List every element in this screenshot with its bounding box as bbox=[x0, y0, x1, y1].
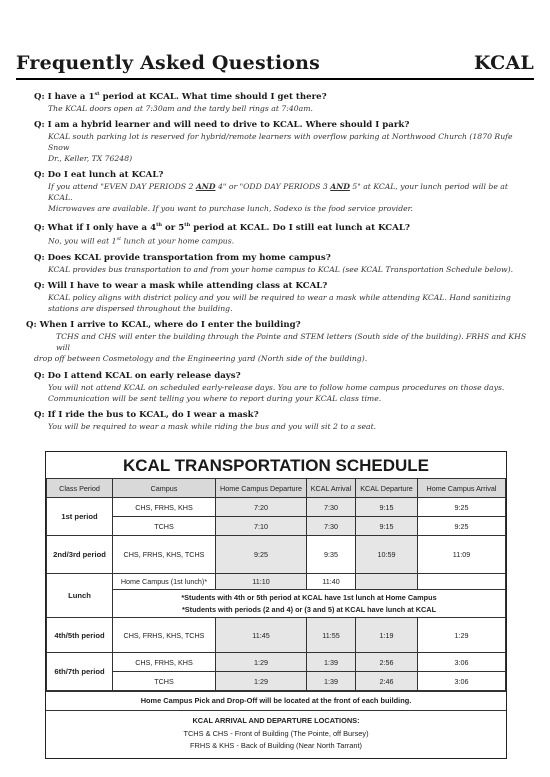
column-header: Campus bbox=[113, 479, 216, 498]
table-row bbox=[47, 590, 506, 618]
time-cell: 1:29 bbox=[216, 653, 307, 672]
time-cell: 9:25 bbox=[418, 517, 506, 536]
faq-answer: No, you will eat 1st lunch at your home campus. bbox=[48, 236, 235, 246]
column-header: KCAL Arrival bbox=[307, 479, 356, 498]
time-cell: 9:25 bbox=[216, 536, 307, 574]
faq-item bbox=[34, 89, 534, 114]
faq-question: Q: If I ride the bus to KCAL, do I wear a mask? bbox=[34, 409, 259, 420]
faq-answer: drop off between Cosmetology and the Engineering yard (North side of the building). bbox=[34, 354, 368, 364]
time-cell: 9:35 bbox=[307, 536, 356, 574]
faq-answer: You will not attend KCAL on scheduled early-release days. You are to follow home campus procedures on those days. bbox=[48, 382, 505, 392]
schedule-footer bbox=[46, 691, 506, 758]
faq-question: Q: I have a 1st period at KCAL. What time should I get there? bbox=[34, 91, 327, 102]
faq-item bbox=[34, 253, 534, 275]
page-header bbox=[16, 44, 534, 80]
faq-item bbox=[34, 220, 534, 246]
location-line: FRHS & KHS - Back of Building (Near North Tarrant) bbox=[190, 741, 362, 750]
time-cell: 11:55 bbox=[307, 618, 356, 653]
time-cell: 1:39 bbox=[307, 653, 356, 672]
faq-answer: TCHS and CHS will enter the building through the Pointe and STEM letters (South side of the building). FRHS and KHS will bbox=[56, 332, 527, 353]
faq-item bbox=[34, 410, 534, 432]
faq-item bbox=[34, 120, 534, 164]
time-cell: 3:06 bbox=[418, 653, 506, 672]
page-title: Frequently Asked Questions bbox=[16, 52, 321, 74]
faq-question: Q: Do I eat lunch at KCAL? bbox=[34, 170, 164, 181]
faq-question: Q: When I arrive to KCAL, where do I enter the building? bbox=[26, 320, 301, 331]
table-row bbox=[47, 517, 506, 536]
time-cell bbox=[418, 574, 506, 590]
column-header: Class Period bbox=[47, 479, 113, 498]
time-cell: 9:15 bbox=[356, 498, 418, 517]
time-cell: 1:29 bbox=[418, 618, 506, 653]
faq-item bbox=[34, 170, 534, 214]
time-cell: 11:10 bbox=[216, 574, 307, 590]
locations-box bbox=[46, 710, 506, 758]
transportation-schedule bbox=[45, 451, 507, 759]
table-row bbox=[47, 653, 506, 672]
campus-cell: CHS, FRHS, KHS bbox=[113, 498, 216, 517]
column-header: KCAL Departure bbox=[356, 479, 418, 498]
faq-question: Q: What if I only have a 4th or 5th period at KCAL. Do I still eat lunch at KCAL? bbox=[34, 222, 410, 234]
table-row bbox=[47, 672, 506, 691]
time-cell: 7:30 bbox=[307, 517, 356, 536]
faq-item bbox=[34, 281, 534, 314]
campus-cell: CHS, FRHS, KHS, TCHS bbox=[113, 536, 216, 574]
campus-cell: CHS, FRHS, KHS, TCHS bbox=[113, 618, 216, 653]
time-cell: 2:46 bbox=[356, 672, 418, 691]
lunch-notes bbox=[113, 590, 506, 618]
org-name: KCAL bbox=[473, 52, 534, 74]
period-label: 6th/7th period bbox=[47, 653, 113, 691]
time-cell: 2:56 bbox=[356, 653, 418, 672]
table-row bbox=[47, 574, 506, 590]
locations-title: KCAL ARRIVAL AND DEPARTURE LOCATIONS: bbox=[192, 716, 360, 725]
faq-answer: You will be required to wear a mask while riding the bus and you will sit 2 to a seat. bbox=[48, 421, 377, 431]
time-cell: 1:39 bbox=[307, 672, 356, 691]
faq-answer: KCAL policy aligns with district policy and you will be required to wear a mask while attending KCAL. Hand sanitizing bbox=[48, 293, 511, 303]
time-cell: 9:25 bbox=[418, 498, 506, 517]
time-cell: 3:06 bbox=[418, 672, 506, 691]
faq-question: Q: I am a hybrid learner and will need to drive to KCAL. Where should I park? bbox=[34, 120, 410, 131]
time-cell: 11:45 bbox=[216, 618, 307, 653]
period-label: Lunch bbox=[47, 574, 113, 618]
table-header-row bbox=[47, 479, 506, 498]
faq-question: Q: Does KCAL provide transportation from my home campus? bbox=[34, 253, 331, 264]
faq-answer: KCAL south parking lot is reserved for hybrid/remote learners with overflow parking at Northwood Church (1870 Rufe Snow bbox=[48, 132, 513, 153]
table-row bbox=[47, 498, 506, 517]
time-cell: 11:40 bbox=[307, 574, 356, 590]
column-header: Home Campus Arrival bbox=[418, 479, 506, 498]
faq-item bbox=[26, 320, 534, 364]
time-cell: 7:20 bbox=[216, 498, 307, 517]
campus-cell: TCHS bbox=[113, 672, 216, 691]
faq-list bbox=[26, 89, 534, 438]
faq-answer: The KCAL doors open at 7:30am and the tardy bell rings at 7:40am. bbox=[48, 103, 313, 113]
period-label: 4th/5th period bbox=[47, 618, 113, 653]
campus-cell: Home Campus (1st lunch)* bbox=[113, 574, 216, 590]
table-row bbox=[47, 618, 506, 653]
faq-answer: stations are dispersed throughout the building. bbox=[48, 304, 233, 314]
time-cell: 1:29 bbox=[216, 672, 307, 691]
time-cell: 9:15 bbox=[356, 517, 418, 536]
lunch-note: *Students with periods (2 and 4) or (3 and 5) at KCAL have lunch at KCAL bbox=[181, 604, 437, 614]
faq-item bbox=[34, 371, 534, 404]
schedule-title: KCAL TRANSPORTATION SCHEDULE bbox=[123, 456, 429, 475]
lunch-note: *Students with 4th or 5th period at KCAL have 1st lunch at Home Campus bbox=[181, 592, 437, 602]
pickup-note: Home Campus Pick and Drop-Off will be located at the front of each building. bbox=[46, 691, 506, 710]
period-label: 2nd/3rd period bbox=[47, 536, 113, 574]
faq-answer: Microwaves are available. If you want to purchase lunch, Sodexo is the food service provider. bbox=[48, 204, 413, 214]
faq-question: Q: Will I have to wear a mask while attending class at KCAL? bbox=[34, 281, 328, 292]
time-cell: 1:19 bbox=[356, 618, 418, 653]
campus-cell: CHS, FRHS, KHS bbox=[113, 653, 216, 672]
period-label: 1st period bbox=[47, 498, 113, 536]
column-header: Home Campus Departure bbox=[216, 479, 307, 498]
campus-cell: TCHS bbox=[113, 517, 216, 536]
faq-answer: KCAL provides bus transportation to and from your home campus to KCAL (see KCAL Transportation Schedule below). bbox=[48, 265, 514, 275]
faq-question: Q: Do I attend KCAL on early release days? bbox=[34, 370, 241, 381]
faq-answer: If you attend "EVEN DAY PERIODS 2 AND 4" or "ODD DAY PERIODS 3 AND 5" at KCAL, your lunch period will be at KCAL. bbox=[48, 182, 508, 203]
time-cell: 11:09 bbox=[418, 536, 506, 574]
location-line: TCHS & CHS - Front of Building (The Pointe, off Bursey) bbox=[183, 728, 369, 738]
faq-answer: Communication will be sent telling you where to report during your KCAL class time. bbox=[48, 393, 382, 403]
faq-answer: Dr., Keller, TX 76248) bbox=[48, 154, 133, 164]
time-cell: 7:10 bbox=[216, 517, 307, 536]
time-cell: 7:30 bbox=[307, 498, 356, 517]
time-cell bbox=[356, 574, 418, 590]
time-cell: 10:59 bbox=[356, 536, 418, 574]
schedule-table bbox=[46, 478, 506, 691]
table-row bbox=[47, 536, 506, 574]
